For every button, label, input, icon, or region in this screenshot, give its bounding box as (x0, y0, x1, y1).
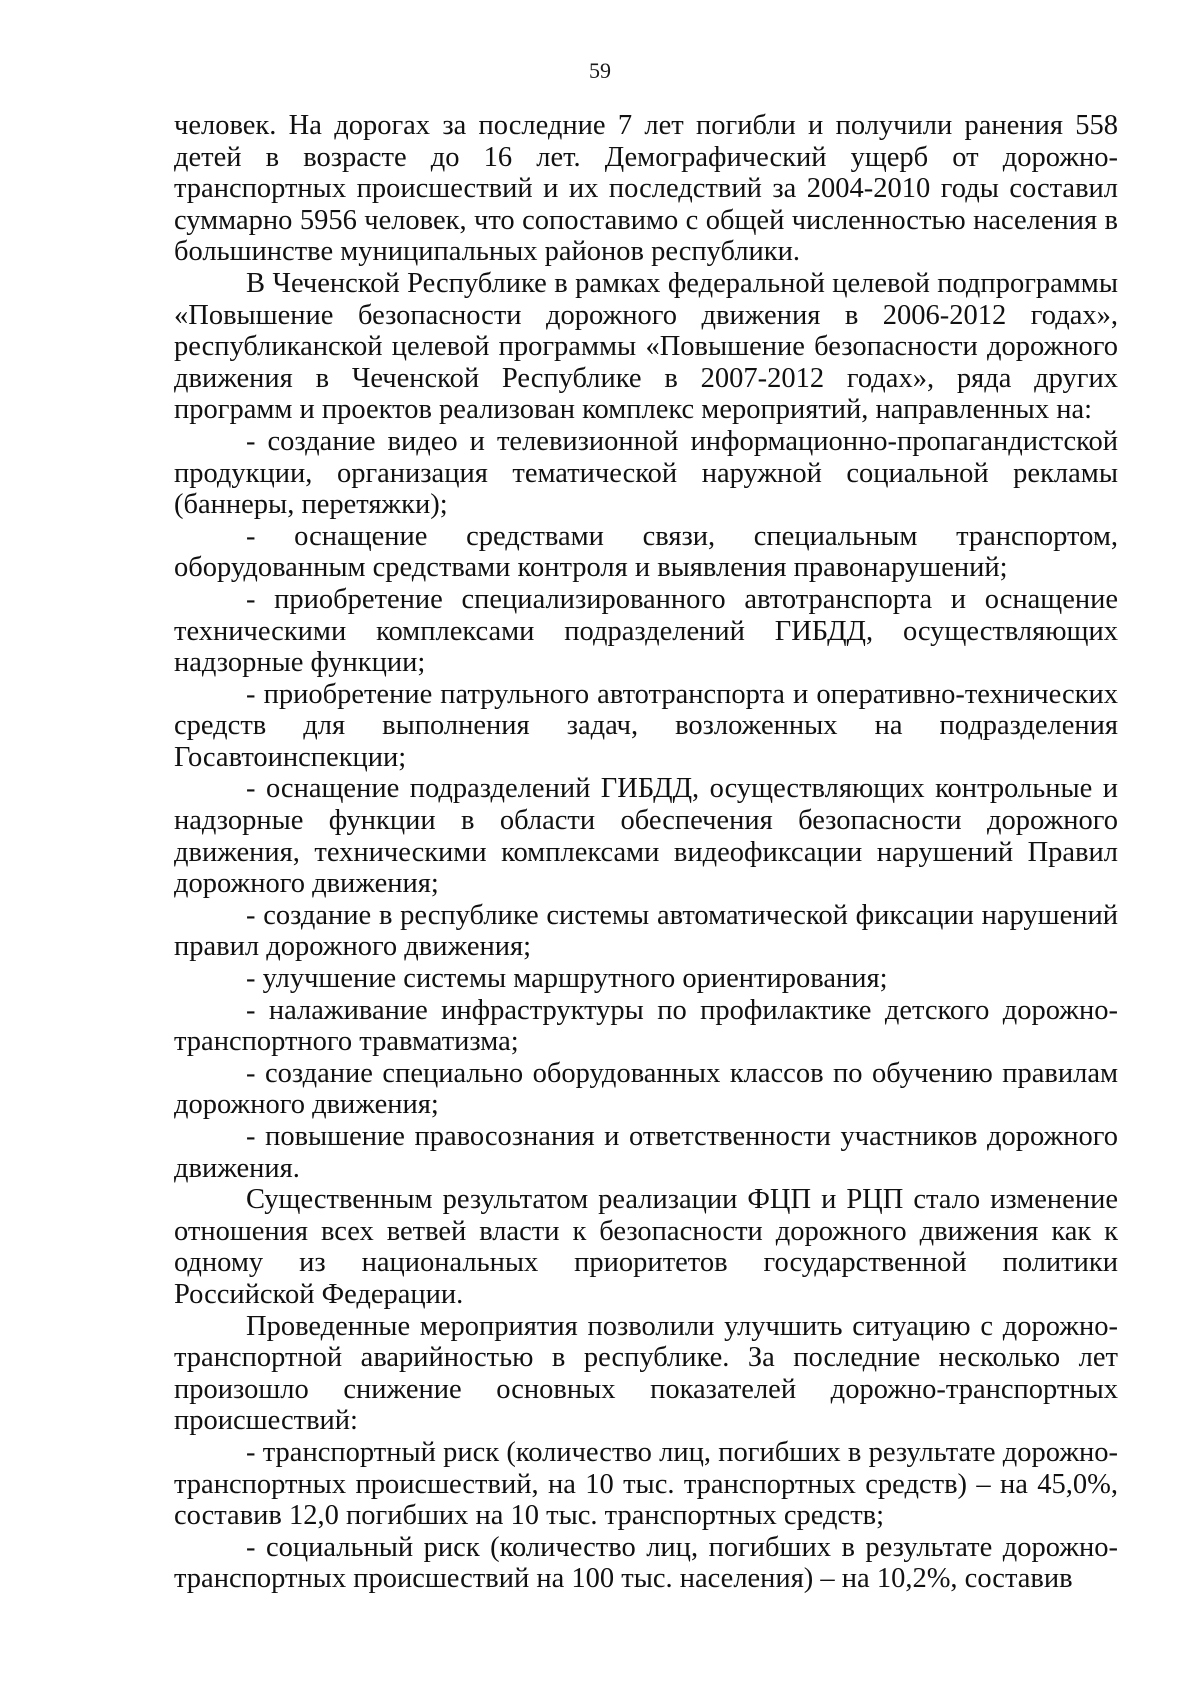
list-item-automatic-fixation-system: - создание в республике системы автоматической фиксации нарушений правил дорожного движения; (174, 899, 1118, 963)
list-item-social-risk: - социальный риск (количество лиц, погибших в результате дорожно-транспортных происшествий на 100 тыс. населения) – на 10,2%, составив (174, 1531, 1118, 1595)
list-item-transport-risk: - транспортный риск (количество лиц, погибших в результате дорожно-транспортных происшествий, на 10 тыс. транспортных средств) – на 45,0%, составив 12,0 погибших на 10 тыс. транспортных средств; (174, 1436, 1118, 1532)
paragraph-situation-improvement: Проведенные мероприятия позволили улучшить ситуацию с дорожно-транспортной аварийностью в республике. За последние несколько лет произошло снижение основных показателей дорожно-транспортных происшествий: (174, 1310, 1118, 1437)
paragraph-continuation: человек. На дорогах за последние 7 лет погибли и получили ранения 558 детей в возрасте до 16 лет. Демографический ущерб от дорожно-транспортных происшествий и их последствий за 2004-2010 годы составил суммарно 5956 человек, что сопоставимо с общей численностью населения в большинстве муниципальных районов республики. (174, 110, 1118, 268)
list-item-patrol-vehicles: - приобретение патрульного автотранспорта и оперативно-технических средств для выполнения задач, возложенных на подразделения Госавтоинспекции; (174, 678, 1118, 773)
list-item-communications-equipment: - оснащение средствами связи, специальным транспортом, оборудованным средствами контроля и выявления правонарушений; (174, 520, 1118, 584)
document-body (174, 110, 1118, 1595)
paragraph-results: Существенным результатом реализации ФЦП и РЦП стало изменение отношения всех ветвей власти к безопасности дорожного движения как к одному из национальных приоритетов государственной политики Российской Федерации. (174, 1184, 1118, 1310)
list-item-specialized-vehicles: - приобретение специализированного автотранспорта и оснащение техническими комплексами подразделений ГИБДД, осуществляющих надзорные функции; (174, 583, 1118, 679)
list-item-legal-awareness: - повышение правосознания и ответственности участников дорожного движения. (174, 1121, 1118, 1184)
list-item-training-classes: - создание специально оборудованных классов по обучению правилам дорожного движения; (174, 1057, 1118, 1121)
list-item-video-recording-complexes: - оснащение подразделений ГИБДД, осуществляющих контрольные и надзорные функции в области обеспечения безопасности дорожного движения, техническими комплексами видеофиксации нарушений Правил дорожного движения; (174, 773, 1118, 900)
list-item-route-orientation: - улучшение системы маршрутного ориентирования; (246, 963, 888, 995)
list-item-video-production: - создание видео и телевизионной информационно-пропагандистской продукции, организация тематической наружной социальной рекламы (баннеры, перетяжки); (174, 425, 1118, 521)
list-item-child-injury-prevention: - налаживание инфраструктуры по профилактике детского дорожно-транспортного травматизма; (174, 994, 1118, 1058)
paragraph-programs-intro: В Чеченской Республике в рамках федеральной целевой подпрограммы «Повышение безопасности дорожного движения в 2006-2012 годах», республиканской целевой программы «Повышение безопасности дорожного движения в Чеченской Республике в 2007-2012 годах», ряда других программ и проектов реализован комплекс мероприятий, направленных на: (174, 267, 1118, 426)
page-number: 59 (589, 58, 611, 83)
